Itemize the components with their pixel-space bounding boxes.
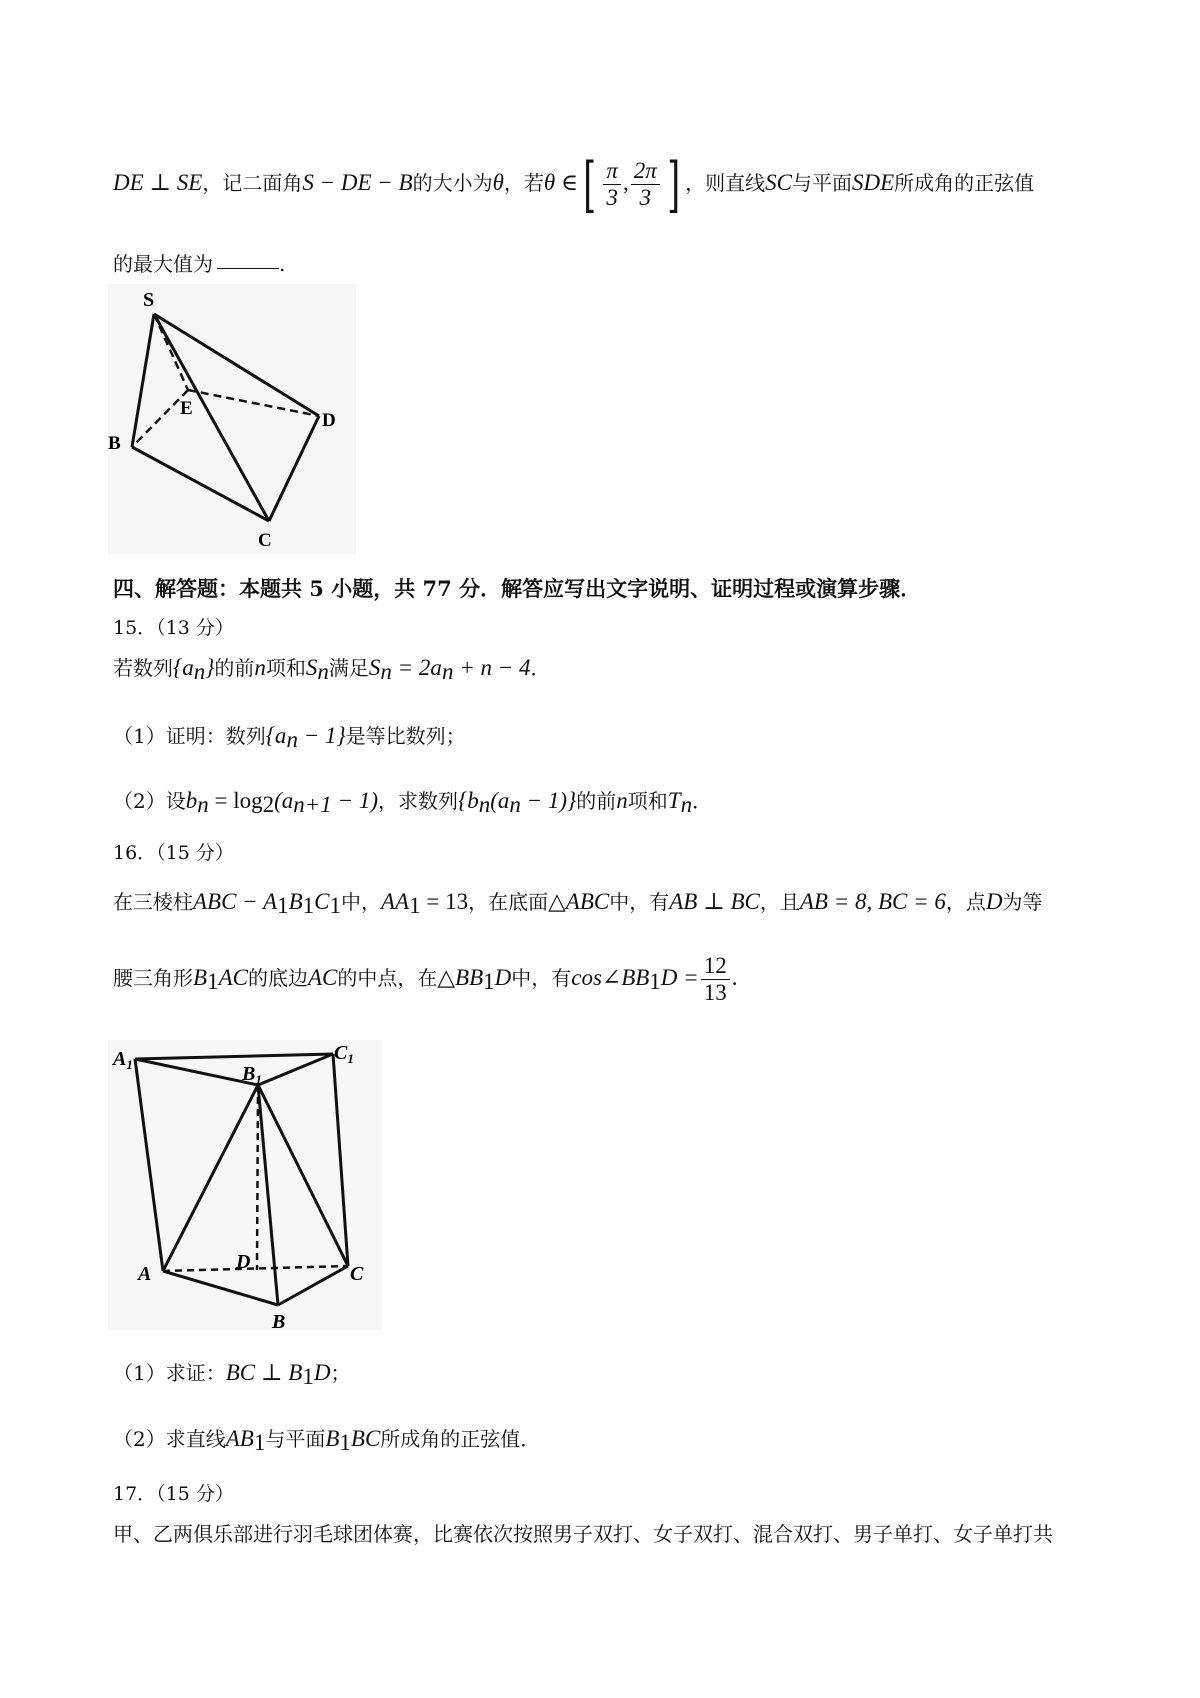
fraction-12-13: $\frac{12}{13}$ <box>701 953 730 1006</box>
prism-diagram <box>108 1040 382 1330</box>
answer-blank <box>217 267 279 269</box>
left-bracket: [ <box>583 149 597 220</box>
label-B: B <box>272 1311 286 1330</box>
label-S: S <box>143 289 155 311</box>
q15-part1: （1）证明：数列$\{a_n - 1\}$是等比数列； <box>113 723 466 752</box>
q16-part1: （1）求证：BC ⊥ $B_1D$； <box>113 1360 351 1389</box>
q14-figure <box>108 284 356 554</box>
label-E: E <box>180 398 193 419</box>
label-A: A <box>138 1263 152 1285</box>
label-C1: $C_1$ <box>334 1042 354 1066</box>
fraction-pi-3: $\frac{\pi}{3}$ <box>603 158 621 211</box>
label-A1: $A_1$ <box>113 1048 133 1072</box>
q15-part2: （2）设$b_n = \log_2(a_{n+1} - 1)$，求数列$\{b_n(a_n - 1)\}$的前n项和$T_n$． <box>113 788 713 817</box>
q15-stem: 若数列$\{a_n\}$的前n项和$S_n$满足$S_n = 2a_n + n - 4$． <box>113 655 551 684</box>
q15-number: 15．（13 分） <box>113 617 234 639</box>
q17-number: 17．（15 分） <box>113 1483 234 1505</box>
q16-part2: （2）求直线$AB_1$与平面$B_1BC$所成角的正弦值． <box>113 1426 541 1455</box>
q16-figure <box>108 1040 382 1330</box>
section-4-heading: 四、解答题：本题共 5 小题，共 77 分．解答应写出文字说明、证明过程或演算步骤． <box>113 576 922 601</box>
fraction-2pi-3: $\frac{2\pi}{3}$ <box>631 158 660 211</box>
label-B1: $B_1$ <box>242 1063 262 1087</box>
label-C: C <box>258 530 272 551</box>
q14-line2: 的最大值为 . <box>113 252 286 276</box>
label-C: C <box>350 1263 364 1285</box>
q14-line1: DE ⊥ SE，记二面角S − DE − B的大小为θ，若θ ∈[ $\frac{\pi}{3}$ , $\frac{2\pi}{3}$ ] ，则直线SC与平面SDE所成角的正弦值 <box>113 149 1035 220</box>
q17-line1: 甲、乙两俱乐部进行羽毛球团体赛，比赛依次按照男子双打、女子双打、混合双打、男子单打、女子单打共 <box>113 1522 1053 1546</box>
q16-number: 16．（15 分） <box>113 842 234 864</box>
label-B: B <box>108 433 121 454</box>
q16-line2: 腰三角形$B_1AC$的底边AC的中点，在$\triangle BB_1D$中，有$\cos\angle BB_1D$ = $\frac{12}{13}$ . <box>113 953 738 1005</box>
right-bracket: ] <box>666 149 680 220</box>
tetrahedron-diagram <box>108 284 356 554</box>
q16-line1: 在三棱柱ABC − $A_1B_1C_1$中，$AA_1 = 13$，在底面△ABC中，有AB ⊥ BC，且AB = 8, BC = 6，点D为等 <box>113 889 1043 918</box>
label-D: D <box>322 410 336 431</box>
label-D: D <box>236 1251 251 1273</box>
